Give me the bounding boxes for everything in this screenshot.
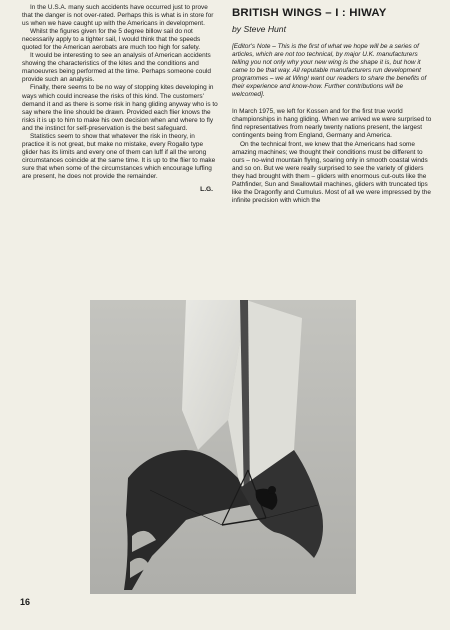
- article-headline: BRITISH WINGS – I : HIWAY: [232, 7, 387, 19]
- editor-note: [Editor's Note – This is the first of what we hope will be a series of articles, which are not too technical, by major U.K. manufacturers telling you not only why your new wing is the shape it is, but how it came to be that way. All reputable manufacturers run development programmes – we at Wing! want our readers to share the benefits of their experience and know-how. Further contributions will be welcomed].: [232, 43, 427, 99]
- hang-glider-illustration: [90, 300, 356, 594]
- pilot-helmet: [268, 486, 276, 494]
- left-column: [22, 4, 219, 194]
- page-number: 16: [20, 597, 31, 607]
- left-paragraph-1: In the U.S.A. many such accidents have occurred just to prove that the danger is not over-rated. Perhaps this is what is in store for us when we have caught up with the Americans in development.: [22, 4, 214, 28]
- author-signature: L.G.: [200, 186, 213, 194]
- hang-glider-photo: [90, 300, 356, 594]
- article-byline: by Steve Hunt: [232, 24, 286, 34]
- article-paragraph-2: On the technical front, we knew that the Americans had some amazing machines; we thought their conditions must be different to ours – no-wind mountain flying, soaring only in smooth coastal winds and so on. But we were really surprised to see the variety of gliders they had brought with them – gliders with enormous cut-outs like the Pathfinder, Sun and Swallowtail machines, gliders with truncated tips like the Dragonfly and Cumulus. Most of all we were impressed by the infinite precision with which the: [232, 140, 431, 204]
- left-paragraph-3: It would be interesting to see an analysis of American accidents showing the characteristics of the kites and the conditions and manoeuvres being performed at the time. Perhaps someone could provide such an analysis.: [22, 52, 211, 84]
- left-paragraph-5: Statistics seem to show that whatever the risk in theory, in practice it is not great, but make no mistake, every Rogallo type glider has its limits and every one of them can luff if all the wrong circumstances coincide at the same time. It is up to the flier to make sure that when some of the circumstances which encourage luffing are present, he does not provide the remainder.: [22, 132, 216, 180]
- article-paragraph-1: In March 1975, we left for Kossen and for the first true world championships in hang gliding. When we arrived we were surprised to find representatives from nearly twenty nations present, the largest contingents being from England, Germany and America.: [232, 108, 432, 140]
- left-paragraph-4: Finally, there seems to be no way of stopping kites developing in ways which could increase the risks of this kind. The customers' demand it and as there is some risk in hang gliding anyway who is to say where the line should be drawn. Provided each flier knows the risks it is up to him to make his own decision when and where to fly and the instinct for self-preservation is the best safeguard.: [22, 84, 218, 132]
- left-paragraph-2: Whilst the figures given for the 5 degree billow sail do not necessarily apply to a tighter sail, I would think that the speeds quoted for the American aerobats are much too high for safety.: [22, 28, 201, 52]
- article-column: [232, 7, 435, 205]
